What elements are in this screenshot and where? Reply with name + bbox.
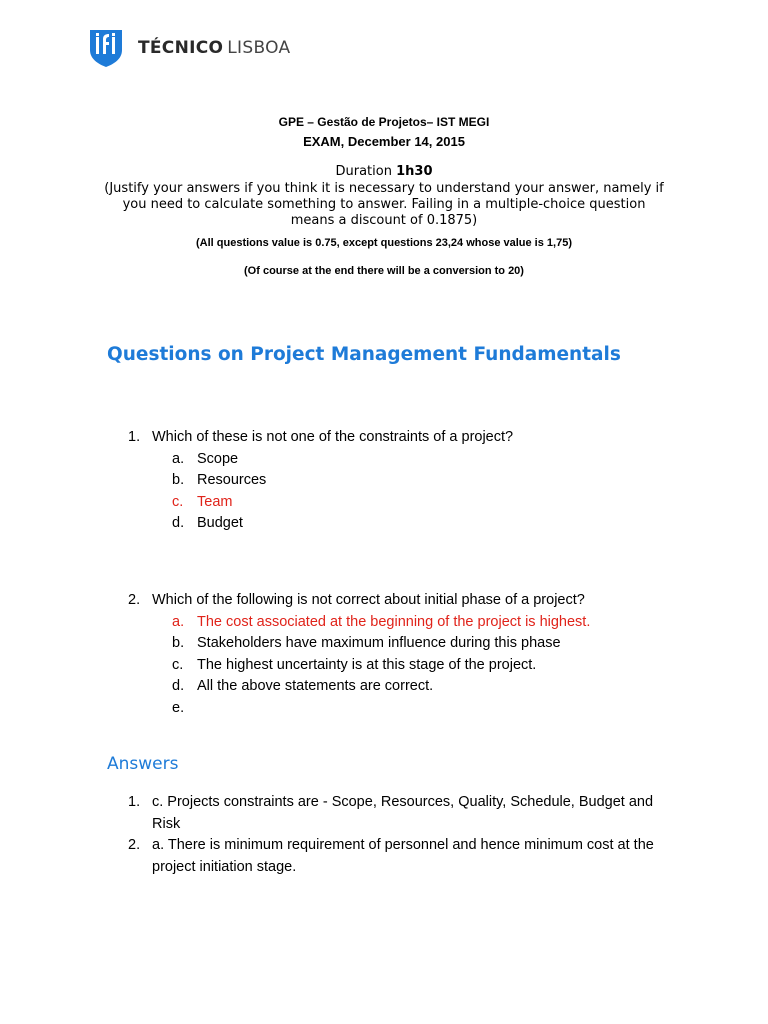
option-letter: b.: [172, 472, 185, 488]
duration-label: Duration: [335, 164, 392, 179]
question-text: Which of these is not one of the constraints of a project?: [152, 429, 514, 445]
answer-text: c. Projects constraints are - Scope, Resources, Quality, Schedule, Budget and Risk: [152, 794, 654, 832]
answer-1: [128, 792, 668, 835]
institution-name-light: LISBOA: [227, 38, 291, 58]
option-letter: d.: [172, 678, 185, 694]
question-number: 1.: [128, 429, 141, 445]
institution-logo: [88, 28, 290, 68]
option-text: Budget: [197, 515, 243, 531]
answers-title: Answers: [107, 754, 179, 774]
duration-value: 1h30: [396, 164, 433, 179]
question-values-note: (All questions value is 0.75, except questions 23,24 whose value is 1,75): [196, 237, 572, 249]
instructions-note: (Justify your answers if you think it is necessary to understand your answer, namely if you need to calculate something to answer. Failing in a multiple-choice question means a discount of 0.1875): [104, 181, 664, 228]
exam-date: EXAM, December 14, 2015: [303, 134, 465, 149]
answer-text: a. There is minimum requirement of personnel and hence minimum cost at the project initiation stage.: [152, 837, 654, 875]
exam-duration: [0, 164, 768, 179]
option-text: The cost associated at the beginning of the project is highest.: [197, 613, 591, 630]
option-letter: c.: [172, 656, 184, 673]
option-text: Scope: [197, 450, 239, 467]
institution-name-bold: TÉCNICO: [138, 38, 224, 58]
course-title: GPE – Gestão de Projetos– IST MEGI: [278, 115, 490, 129]
question-number: 2.: [128, 592, 141, 608]
section-title: Questions on Project Management Fundamentals: [107, 344, 621, 365]
option-text: All the above statements are correct.: [197, 678, 434, 694]
conversion-note: (Of course at the end there will be a conversion to 20): [244, 265, 524, 277]
option-letter: d.: [172, 515, 185, 531]
option-letter: a.: [172, 450, 185, 467]
ist-shield-icon: [88, 28, 124, 68]
answer-number: 2.: [128, 837, 141, 853]
option-text: The highest uncertainty is at this stage of the project.: [197, 656, 537, 673]
institution-name: [138, 38, 290, 58]
answer-2: [128, 835, 668, 878]
option-letter: e.: [172, 699, 185, 716]
option-letter: a.: [172, 613, 185, 630]
option-text: Team: [197, 493, 233, 510]
option-text: Resources: [197, 472, 267, 488]
option-text: Stakeholders have maximum influence during this phase: [197, 635, 561, 651]
option-letter: b.: [172, 635, 185, 651]
answer-number: 1.: [128, 794, 141, 810]
question-text: Which of the following is not correct about initial phase of a project?: [152, 592, 585, 608]
option-letter: c.: [172, 493, 184, 510]
